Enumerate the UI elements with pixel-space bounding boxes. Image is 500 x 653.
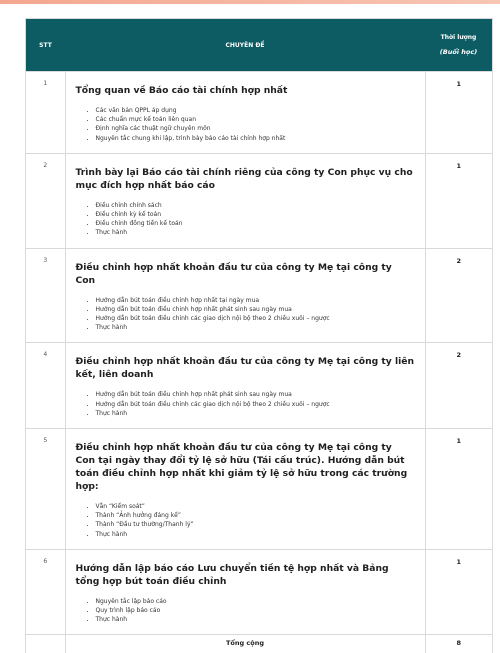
list-item: • Vẫn “Kiểm soát” [96, 502, 415, 511]
topic-title: Điều chỉnh hợp nhất khoản đầu tư của công ty Mẹ tại công ty Con tại ngày thay đổi tỷ lệ sở hữu (Tái cấu trúc). Hướng dẫn bút toán điều chỉnh hợp nhất khi giảm tỷ lệ sở hữu trong các trường hợp: [76, 441, 415, 493]
list-item: • Thực hành [96, 530, 415, 539]
row-topic-cell [65, 72, 425, 154]
row-topic-cell [65, 248, 425, 343]
list-item: • Thực hành [96, 409, 415, 418]
header-stt: STT [26, 19, 65, 72]
row-topic-cell [65, 343, 425, 429]
row-stt: 5 [26, 429, 65, 550]
total-stt-cell [26, 635, 65, 653]
top-accent-bar [0, 0, 500, 4]
list-item: • Hướng dẫn bút toán điều chỉnh hợp nhất phát sinh sau ngày mua [96, 305, 415, 314]
row-topic-cell [65, 429, 425, 550]
row-duration: 2 [425, 248, 492, 343]
table-header [26, 19, 492, 72]
topic-title: Điều chỉnh hợp nhất khoản đầu tư của công ty Mẹ tại công ty Con [76, 261, 415, 287]
list-item: • Hướng dẫn bút toán điều chỉnh các giao dịch nội bộ theo 2 chiều xuôi – ngược [96, 314, 415, 323]
course-table-container [25, 18, 493, 653]
row-stt: 1 [26, 72, 65, 154]
list-item: • Thực hành [96, 228, 415, 237]
topic-title: Trình bày lại Báo cáo tài chính riêng của công ty Con phục vụ cho mục đích hợp nhất báo cáo [76, 166, 415, 192]
list-item: • Hướng dẫn bút toán điều chỉnh hợp nhất phát sinh sau ngày mua [96, 390, 415, 399]
list-item: • Quy trình lập báo cáo [96, 606, 415, 615]
list-item: • Thành “Đầu tư thường/Thanh lý” [96, 520, 415, 529]
topic-item-list [76, 296, 415, 333]
row-stt: 6 [26, 549, 65, 635]
course-table [26, 19, 492, 653]
topic-item-list [76, 502, 415, 539]
table-row [26, 248, 492, 343]
table-row [26, 343, 492, 429]
topic-item-list [76, 201, 415, 238]
list-item: • Các văn bản QPPL áp dụng [96, 106, 415, 115]
row-stt: 4 [26, 343, 65, 429]
row-duration: 1 [425, 429, 492, 550]
row-stt: 3 [26, 248, 65, 343]
total-value: 8 [425, 635, 492, 653]
list-item: • Thực hành [96, 323, 415, 332]
header-duration-unit: (Buổi học) [425, 48, 492, 56]
list-item: • Nguyên tắc chung khi lập, trình bày báo cáo tài chính hợp nhất [96, 134, 415, 143]
topic-title: Tổng quan về Báo cáo tài chính hợp nhất [76, 84, 415, 97]
topic-item-list [76, 597, 415, 625]
list-item: • Điều chỉnh chính sách [96, 201, 415, 210]
row-topic-cell [65, 549, 425, 635]
topic-item-list [76, 390, 415, 418]
table-row [26, 72, 492, 154]
list-item: • Điều chỉnh đồng tiền kế toán [96, 219, 415, 228]
list-item: • Nguyên tắc lập báo cáo [96, 597, 415, 606]
topic-title: Điều chỉnh hợp nhất khoản đầu tư của công ty Mẹ tại công ty liên kết, liên doanh [76, 355, 415, 381]
list-item: • Thực hành [96, 615, 415, 624]
row-duration: 1 [425, 72, 492, 154]
row-topic-cell [65, 153, 425, 248]
list-item: • Thành “Ảnh hưởng đáng kể” [96, 511, 415, 520]
header-duration [425, 19, 492, 72]
row-duration: 1 [425, 549, 492, 635]
list-item: • Hướng dẫn bút toán điều chỉnh hợp nhất tại ngày mua [96, 296, 415, 305]
topic-item-list [76, 106, 415, 143]
table-row [26, 153, 492, 248]
row-duration: 2 [425, 343, 492, 429]
topic-title: Hướng dẫn lập báo cáo Lưu chuyển tiền tệ hợp nhất và Bảng tổng hợp bút toán điều chỉnh [76, 562, 415, 588]
list-item: • Định nghĩa các thuật ngữ chuyên môn [96, 124, 415, 133]
list-item: • Điều chỉnh kỳ kế toán [96, 210, 415, 219]
row-duration: 1 [425, 153, 492, 248]
total-row [26, 635, 492, 653]
table-body [26, 72, 492, 653]
header-topic: CHUYÊN ĐỀ [65, 19, 425, 72]
table-row [26, 549, 492, 635]
header-row [26, 19, 492, 72]
row-stt: 2 [26, 153, 65, 248]
table-row [26, 429, 492, 550]
list-item: • Hướng dẫn bút toán điều chỉnh các giao dịch nội bộ theo 2 chiều xuôi – ngược [96, 400, 415, 409]
header-duration-label: Thời lượng [425, 34, 492, 42]
total-label: Tổng cộng [65, 635, 425, 653]
list-item: • Các chuẩn mực kế toán liên quan [96, 115, 415, 124]
